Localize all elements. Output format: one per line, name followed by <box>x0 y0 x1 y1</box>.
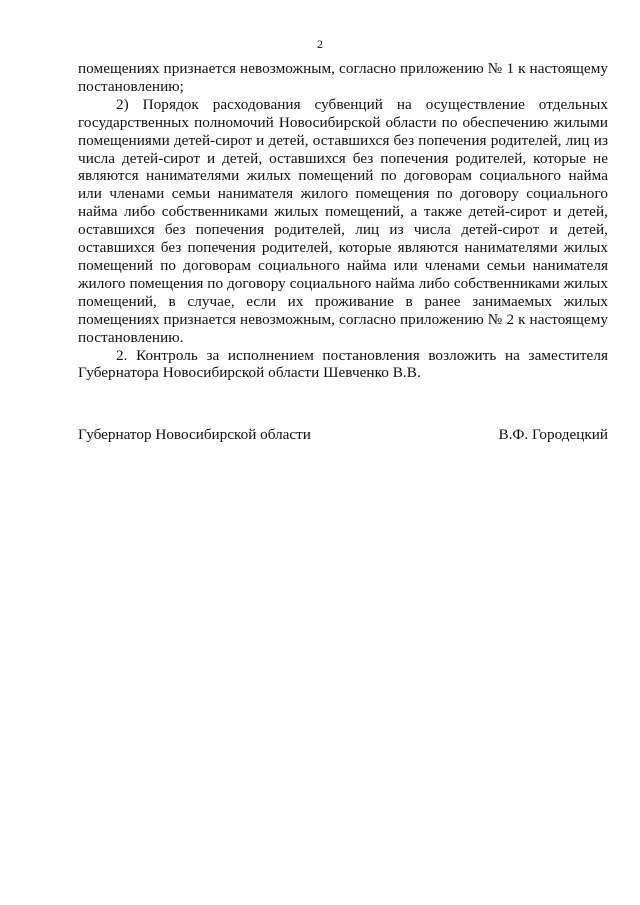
signature-block <box>78 426 608 444</box>
signatory-name: В.Ф. Городецкий <box>498 426 608 443</box>
signatory-position: Губернатор Новосибирской области <box>78 426 311 443</box>
paragraph-control-clause: 2. Контроль за исполнением постановления возложить на заместителя Губернатора Новосибирской области Шевченко В.В. <box>78 346 608 382</box>
paragraph-continuation: помещениях признается невозможным, согласно приложению № 1 к настоящему постановлению; <box>78 60 608 95</box>
page-number: 2 <box>317 37 323 51</box>
document-body <box>78 60 608 382</box>
paragraph-item-2: 2) Порядок расходования субвенций на осуществление отдельных государственных полномочий Новосибирской области по обеспечению жилыми помещениями детей-сирот и детей, оставшихся без попечения родителей, лиц из числа детей-сирот и детей, оставшихся без попечения родителей, которые не являются нанимателями жилых помещений по договорам социального найма или членами семьи нанимателя жилого помещения по договору социального найма либо собственниками жилых помещений, а также детей-сирот и детей, оставшихся без попечения родителей, лиц из числа детей-сирот и детей, оставшихся без попечения родителей, которые являются нанимателями жилых помещений по договорам социального найма или членами семьи нанимателя жилого помещения по договору социального найма либо собственниками жилых помещений, в случае, если их проживание в ранее занимаемых жилых помещениях признается невозможным, согласно приложению № 2 к настоящему постановлению. <box>78 95 608 346</box>
